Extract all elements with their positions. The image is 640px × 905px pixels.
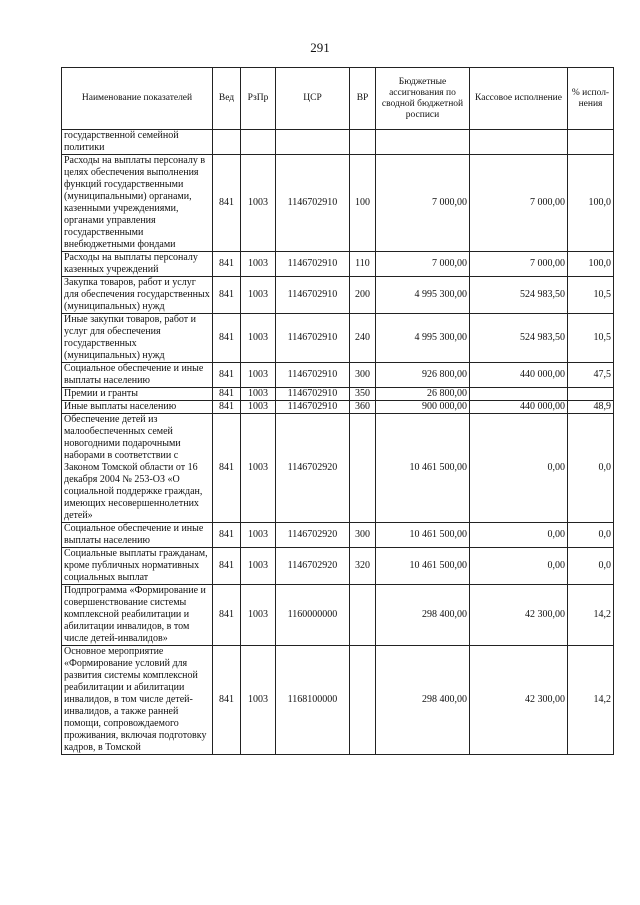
table-row <box>62 252 614 277</box>
cell-budget <box>376 130 470 155</box>
cell-ved: 841 <box>213 646 241 755</box>
cell-cash: 42 300,00 <box>470 646 568 755</box>
cell-rzpr: 1003 <box>241 155 276 252</box>
cell-cash: 440 000,00 <box>470 363 568 388</box>
cell-budget: 298 400,00 <box>376 585 470 646</box>
cell-budget: 900 000,00 <box>376 401 470 414</box>
cell-pct: 10,5 <box>568 277 614 314</box>
cell-csr <box>276 130 350 155</box>
cell-cash: 440 000,00 <box>470 401 568 414</box>
cell-name: Обеспечение детей из малообеспеченных семей новогодними подарочными наборами в соответствии с Законом Томской области от 16 декабря 2004 № 253-ОЗ «О социальной поддержке граждан, имеющих несовершеннолетних детей» <box>62 414 213 523</box>
cell-pct: 47,5 <box>568 363 614 388</box>
header-vr: ВР <box>350 68 376 130</box>
cell-cash: 7 000,00 <box>470 252 568 277</box>
cell-budget: 4 995 300,00 <box>376 277 470 314</box>
cell-budget: 10 461 500,00 <box>376 548 470 585</box>
cell-csr: 1146702910 <box>276 401 350 414</box>
cell-name: Премии и гранты <box>62 388 213 401</box>
cell-name: Расходы на выплаты персоналу казенных учреждений <box>62 252 213 277</box>
cell-name: государственной семейной политики <box>62 130 213 155</box>
cell-csr: 1146702920 <box>276 523 350 548</box>
cell-ved: 841 <box>213 585 241 646</box>
cell-pct: 100,0 <box>568 155 614 252</box>
cell-vr: 360 <box>350 401 376 414</box>
cell-cash <box>470 388 568 401</box>
cell-vr <box>350 646 376 755</box>
cell-ved: 841 <box>213 155 241 252</box>
cell-pct: 0,0 <box>568 414 614 523</box>
cell-vr: 320 <box>350 548 376 585</box>
header-pct: % испол-нения <box>568 68 614 130</box>
cell-csr: 1146702920 <box>276 548 350 585</box>
cell-ved: 841 <box>213 314 241 363</box>
cell-ved <box>213 130 241 155</box>
table-row <box>62 363 614 388</box>
cell-vr <box>350 130 376 155</box>
cell-cash: 42 300,00 <box>470 585 568 646</box>
cell-name: Социальное обеспечение и иные выплаты населению <box>62 363 213 388</box>
cell-budget: 926 800,00 <box>376 363 470 388</box>
cell-ved: 841 <box>213 252 241 277</box>
cell-budget: 298 400,00 <box>376 646 470 755</box>
cell-ved: 841 <box>213 277 241 314</box>
cell-name: Основное мероприятие «Формирование условий для развития системы комплексной реабилитации и абилитации инвалидов, в том числе детей-инвалидов, а также ранней помощи, сопровождаемого проживания, включая подготовку кадров, в Томской <box>62 646 213 755</box>
table-row <box>62 130 614 155</box>
cell-cash: 0,00 <box>470 548 568 585</box>
cell-rzpr: 1003 <box>241 388 276 401</box>
cell-rzpr: 1003 <box>241 277 276 314</box>
table-row <box>62 523 614 548</box>
cell-vr: 100 <box>350 155 376 252</box>
header-cash: Кассовое исполнение <box>470 68 568 130</box>
cell-csr: 1168100000 <box>276 646 350 755</box>
cell-pct <box>568 130 614 155</box>
header-ved: Вед <box>213 68 241 130</box>
cell-vr <box>350 414 376 523</box>
table-row <box>62 401 614 414</box>
cell-pct: 14,2 <box>568 585 614 646</box>
cell-rzpr: 1003 <box>241 585 276 646</box>
table-row <box>62 388 614 401</box>
header-budget: Бюджетные ассигнования по сводной бюджетной росписи <box>376 68 470 130</box>
cell-pct: 14,2 <box>568 646 614 755</box>
cell-budget: 10 461 500,00 <box>376 523 470 548</box>
header-name: Наименование показателей <box>62 68 213 130</box>
cell-name: Социальное обеспечение и иные выплаты населению <box>62 523 213 548</box>
cell-ved: 841 <box>213 401 241 414</box>
cell-vr: 350 <box>350 388 376 401</box>
cell-rzpr: 1003 <box>241 252 276 277</box>
cell-budget: 10 461 500,00 <box>376 414 470 523</box>
page-number: 291 <box>310 40 330 55</box>
cell-vr: 240 <box>350 314 376 363</box>
cell-pct: 10,5 <box>568 314 614 363</box>
table-row <box>62 155 614 252</box>
cell-budget: 7 000,00 <box>376 252 470 277</box>
header-csr: ЦСР <box>276 68 350 130</box>
table-row <box>62 277 614 314</box>
cell-vr: 300 <box>350 523 376 548</box>
cell-rzpr: 1003 <box>241 363 276 388</box>
cell-cash: 7 000,00 <box>470 155 568 252</box>
cell-csr: 1146702910 <box>276 314 350 363</box>
table-row <box>62 548 614 585</box>
cell-budget: 26 800,00 <box>376 388 470 401</box>
cell-csr: 1146702910 <box>276 277 350 314</box>
cell-vr: 200 <box>350 277 376 314</box>
cell-name: Социальные выплаты гражданам, кроме публичных нормативных социальных выплат <box>62 548 213 585</box>
cell-ved: 841 <box>213 414 241 523</box>
cell-ved: 841 <box>213 523 241 548</box>
table-row <box>62 314 614 363</box>
table-row <box>62 585 614 646</box>
cell-pct: 0,0 <box>568 548 614 585</box>
cell-csr: 1146702910 <box>276 252 350 277</box>
cell-vr: 110 <box>350 252 376 277</box>
cell-csr: 1146702910 <box>276 155 350 252</box>
cell-pct: 48,9 <box>568 401 614 414</box>
cell-budget: 7 000,00 <box>376 155 470 252</box>
cell-rzpr <box>241 130 276 155</box>
header-rzpr: РзПр <box>241 68 276 130</box>
budget-execution-table <box>61 67 614 755</box>
cell-cash <box>470 130 568 155</box>
cell-rzpr: 1003 <box>241 548 276 585</box>
cell-name: Подпрограмма «Формирование и совершенствование системы комплексной реабилитации и абилитации инвалидов, в том числе детей-инвалидов» <box>62 585 213 646</box>
cell-rzpr: 1003 <box>241 314 276 363</box>
cell-vr: 300 <box>350 363 376 388</box>
cell-csr: 1146702910 <box>276 363 350 388</box>
cell-rzpr: 1003 <box>241 523 276 548</box>
cell-cash: 524 983,50 <box>470 277 568 314</box>
cell-csr: 1146702920 <box>276 414 350 523</box>
cell-pct <box>568 388 614 401</box>
cell-budget: 4 995 300,00 <box>376 314 470 363</box>
cell-rzpr: 1003 <box>241 646 276 755</box>
cell-pct: 0,0 <box>568 523 614 548</box>
cell-name: Закупка товаров, работ и услуг для обеспечения государственных (муниципальных) нужд <box>62 277 213 314</box>
cell-name: Иные закупки товаров, работ и услуг для обеспечения государственных (муниципальных) нужд <box>62 314 213 363</box>
table-header-row <box>62 68 614 130</box>
cell-ved: 841 <box>213 388 241 401</box>
cell-rzpr: 1003 <box>241 401 276 414</box>
cell-cash: 524 983,50 <box>470 314 568 363</box>
table-body <box>62 130 614 755</box>
cell-cash: 0,00 <box>470 523 568 548</box>
cell-name: Иные выплаты населению <box>62 401 213 414</box>
cell-ved: 841 <box>213 363 241 388</box>
cell-vr <box>350 585 376 646</box>
table-row <box>62 646 614 755</box>
cell-csr: 1146702910 <box>276 388 350 401</box>
cell-pct: 100,0 <box>568 252 614 277</box>
table-row <box>62 414 614 523</box>
cell-ved: 841 <box>213 548 241 585</box>
cell-cash: 0,00 <box>470 414 568 523</box>
cell-name: Расходы на выплаты персоналу в целях обеспечения выполнения функций государственными (муниципальными) органами, казенными учреждениями, органами управления государственными внебюджетными фондами <box>62 155 213 252</box>
cell-csr: 1160000000 <box>276 585 350 646</box>
cell-rzpr: 1003 <box>241 414 276 523</box>
